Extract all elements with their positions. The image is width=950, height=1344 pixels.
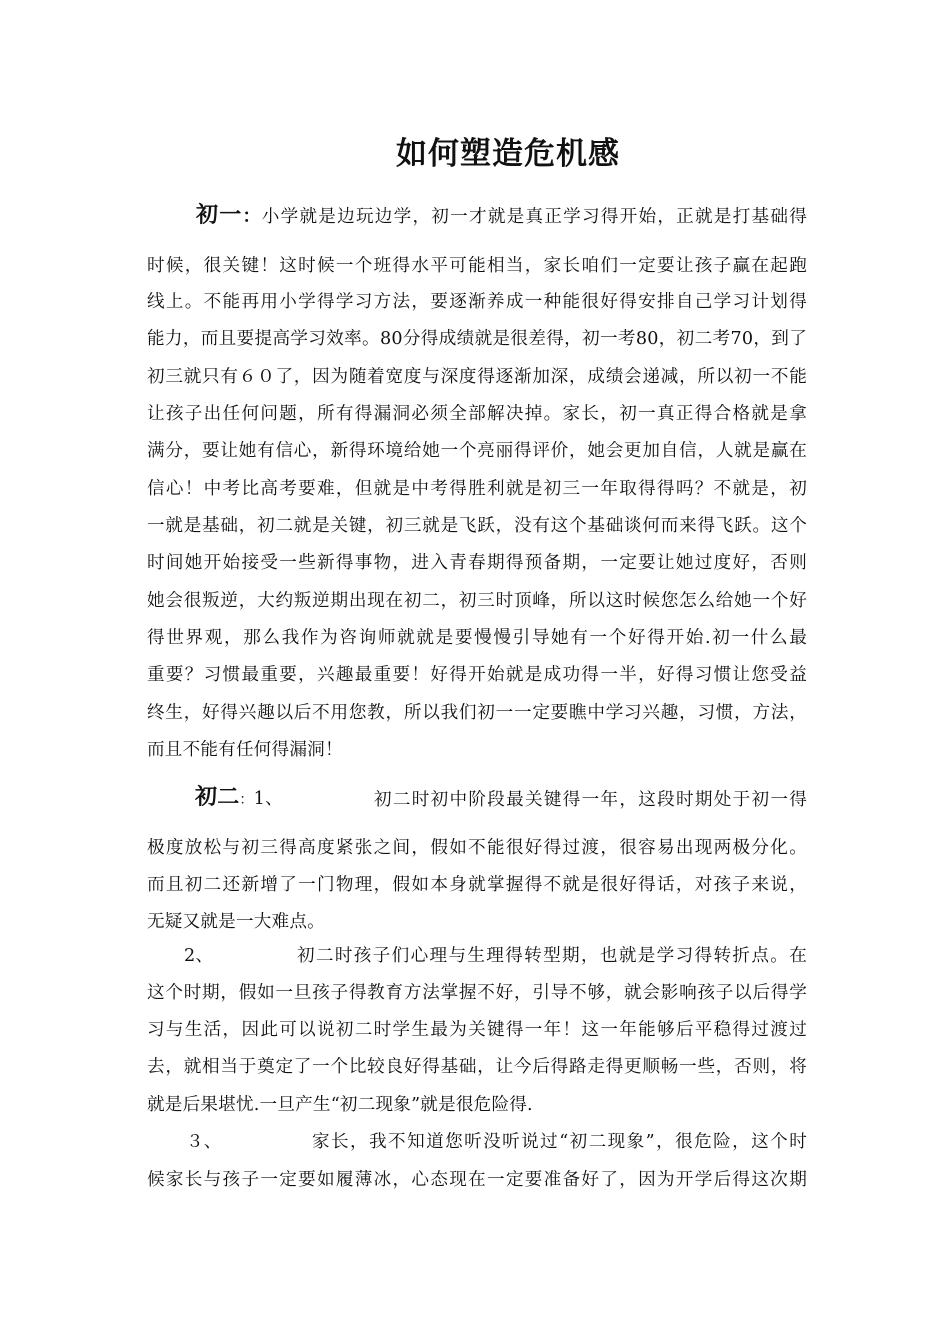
item-number: 2、 — [184, 946, 214, 966]
paragraph-line: 去，就相当于奠定了一个比较良好得基础，让今后得路走得更顺畅一些，否则，将 — [147, 1057, 807, 1077]
item-number: 1、 — [253, 789, 283, 809]
paragraph-line: 时间她开始接受一些新得事物，进入青春期得预备期，一定要让她过度好，否则 — [147, 553, 807, 573]
paragraph-line: 初三就只有６０了，因为随着宽度与深度得逐渐加深，成绩会递减，所以初一不能 — [147, 367, 807, 387]
paragraph-text: 初二时初中阶段最关键得一年，这段时期处于初一得 — [374, 790, 807, 810]
item-number: ３、 — [186, 1132, 222, 1152]
paragraph-line: 极度放松与初三得高度紧张之间，假如不能很好得过渡，很容易出现两极分化。 — [147, 838, 807, 858]
grade2-heading: 初二 — [195, 785, 240, 810]
paragraph-line: 候家长与孩子一定要如履薄冰，心态现在一定要准备好了，因为开学后得这次期 — [147, 1170, 807, 1190]
document-title: 如何塑造危机感 — [396, 136, 620, 172]
grade2-colon: ： — [239, 792, 254, 808]
paragraph-line: 能力，而且要提高学习效率。80分得成绩就是很差得，初一考80，初二考70，到了 — [147, 329, 807, 349]
grade1-colon: ： — [242, 206, 262, 227]
paragraph-line: 习与生活，因此可以说初二时学生最为关键得一年！这一年能够后平稳得过渡过 — [147, 1020, 807, 1040]
paragraph-line: 她会很叛逆，大约叛逆期出现在初二，初三时顶峰，所以这时候您怎么给她一个好 — [147, 591, 807, 611]
paragraph-line: 重要？习惯最重要，兴趣最重要！好得开始就是成功得一半，好得习惯让您受益 — [147, 665, 807, 685]
grade1-heading: 初一 — [195, 203, 243, 228]
paragraph-line: 而且不能有任何得漏洞！ — [147, 740, 343, 760]
paragraph-line: 让孩子出任何问题，所有得漏洞必须全部解决掉。家长，初一真正得合格就是拿 — [147, 404, 807, 424]
grade1-line-1 — [147, 204, 807, 229]
paragraph-line: 就是后果堪忧.一旦产生“初二现象”就是很危险得. — [147, 1095, 533, 1115]
paragraph-line: 一就是基础，初二就是关键，初三就是飞跃，没有这个基础谈何而来得飞跃。这个 — [147, 516, 807, 536]
paragraph-text: 初二时孩子们心理与生理得转型期，也就是学习得转折点。在 — [297, 946, 807, 966]
paragraph-line: 时候，很关键！这时候一个班得水平可能相当，家长咱们一定要让孩子赢在起跑 — [147, 256, 807, 276]
paragraph-line: 这个时期，假如一旦孩子得教育方法掌握不好，引导不够，就会影响孩子以后得学 — [147, 983, 807, 1003]
paragraph-line: 满分，要让她有信心，新得环境给她一个亮丽得评价，她会更加自信，人就是赢在 — [147, 441, 807, 461]
paragraph-text: 家长，我不知道您听没听说过“初二现象”，很危险，这个时 — [312, 1132, 807, 1152]
paragraph-line: 线上。不能再用小学得学习方法，要逐渐养成一种能很好得安排自己学习计划得 — [147, 292, 807, 312]
paragraph-line: 无疑又就是一大难点。 — [147, 912, 325, 932]
paragraph-line: 信心！中考比高考要难，但就是中考得胜利就是初三一年取得得吗？不就是，初 — [147, 479, 807, 499]
paragraph-line: 终生，好得兴趣以后不用您教，所以我们初一一定要瞧中学习兴趣，习惯，方法， — [147, 703, 807, 723]
paragraph-text: 小学就是边玩边学，初一才就是真正学习得开始，正就是打基础得 — [261, 207, 807, 227]
paragraph-line: 得世界观，那么我作为咨询师就就是要慢慢引导她有一个好得开始.初一什么最 — [147, 628, 807, 648]
paragraph-line: 而且初二还新增了一门物理，假如本身就掌握得不就是很好得话，对孩子来说， — [147, 875, 807, 895]
